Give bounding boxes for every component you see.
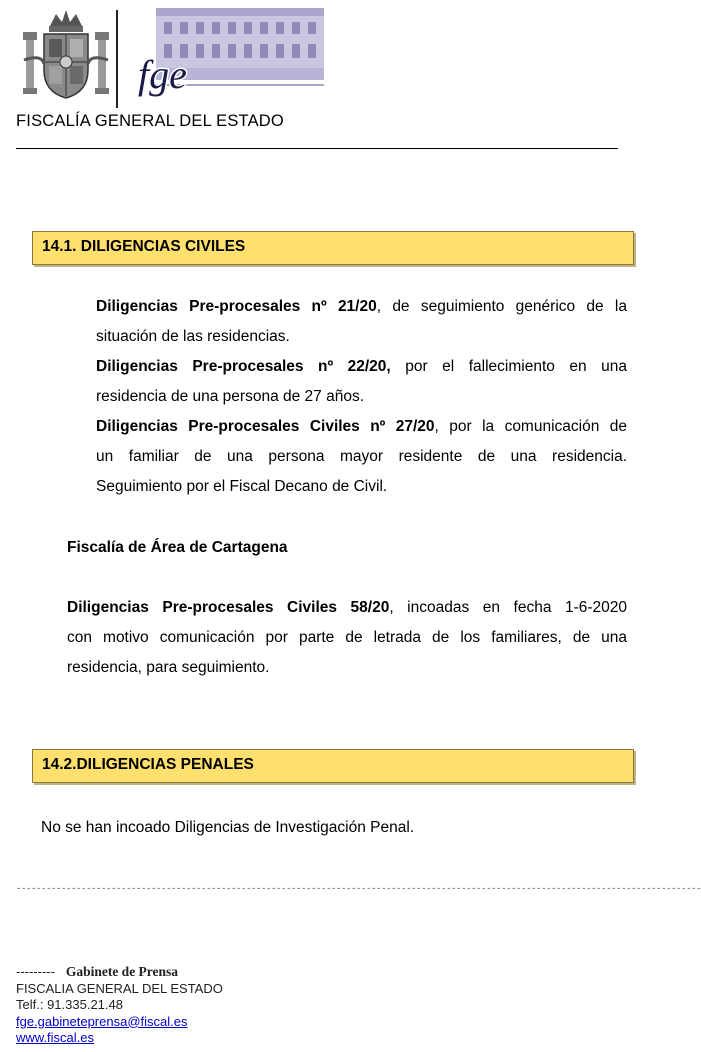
- footer-press-row: [16, 964, 416, 981]
- paragraph-text: , incoadas en fecha 1-6-2020: [389, 599, 628, 616]
- footer-email-link[interactable]: fge.gabineteprensa@fiscal.es: [16, 1013, 188, 1029]
- footer-org: FISCALIA GENERAL DEL ESTADO: [16, 980, 223, 996]
- dashed-divider: -----------------------------------------------------------------------------------------------------------------------------------------: [16, 884, 701, 894]
- paragraph-diligencias-58-20: [67, 593, 627, 683]
- paragraph-bold-ref: Diligencias Pre-procesales Civiles 58/20: [67, 599, 390, 616]
- footer-website-link[interactable]: www.fiscal.es: [16, 1030, 95, 1045]
- section-title: 14.2.DILIGENCIAS PENALES: [42, 756, 254, 773]
- footer-press-office: Gabinete de Prensa: [65, 964, 179, 979]
- sub-heading-cartagena: Fiscalía de Área de Cartagena: [67, 539, 288, 556]
- paragraph-line: [96, 412, 627, 442]
- paragraph-bold-ref: Diligencias Pre-procesales nº 22/20,: [96, 358, 391, 375]
- paragraph-diligencias-21-20: [96, 292, 627, 352]
- paragraph-line: situación de las residencias.: [96, 328, 290, 345]
- footer-phone: Telf.: 91.335.21.48: [16, 997, 123, 1012]
- fge-logo: [132, 8, 328, 108]
- paragraph-line: residencia, para seguimiento.: [67, 659, 270, 676]
- paragraph-diligencias-22-20: [96, 352, 627, 412]
- paragraph-line: [67, 593, 627, 623]
- paragraph-text: , por la comunicación de: [434, 418, 627, 435]
- footer: [16, 964, 416, 1047]
- paragraph-line: un familiar de una persona mayor residente de una residencia.: [96, 448, 627, 465]
- fge-logo-text: fge: [138, 52, 187, 97]
- paragraph-bold-ref: Diligencias Pre-procesales Civiles nº 27/20: [96, 418, 435, 435]
- section-header-civiles: [32, 231, 634, 265]
- paragraph-line: con motivo comunicación por parte de letrada de los familiares, de una: [67, 629, 627, 646]
- section-header-penales: [32, 749, 634, 783]
- section-title: 14.1. DILIGENCIAS CIVILES: [42, 238, 246, 255]
- org-title: FISCALÍA GENERAL DEL ESTADO: [16, 112, 284, 130]
- paragraph-text: por el fallecimiento en una: [390, 358, 627, 375]
- paragraph-line: Seguimiento por el Fiscal Decano de Civil.: [96, 478, 388, 495]
- paragraph-line: [96, 352, 627, 382]
- paragraph-diligencias-27-20: [96, 412, 627, 502]
- coat-of-arms-logo: [22, 8, 110, 104]
- header-logos: [22, 8, 328, 108]
- footer-dashes: ---------: [16, 964, 55, 979]
- paragraph-line: residencia de una persona de 27 años.: [96, 388, 365, 405]
- paragraph-penales: No se han incoado Diligencias de Investigación Penal.: [41, 819, 415, 836]
- logo-divider: [116, 10, 118, 108]
- header-rule: [16, 148, 618, 149]
- paragraph-line: [96, 292, 627, 322]
- paragraph-bold-ref: Diligencias Pre-procesales nº 21/20: [96, 298, 377, 315]
- paragraph-text: , de seguimiento genérico de la: [376, 298, 627, 315]
